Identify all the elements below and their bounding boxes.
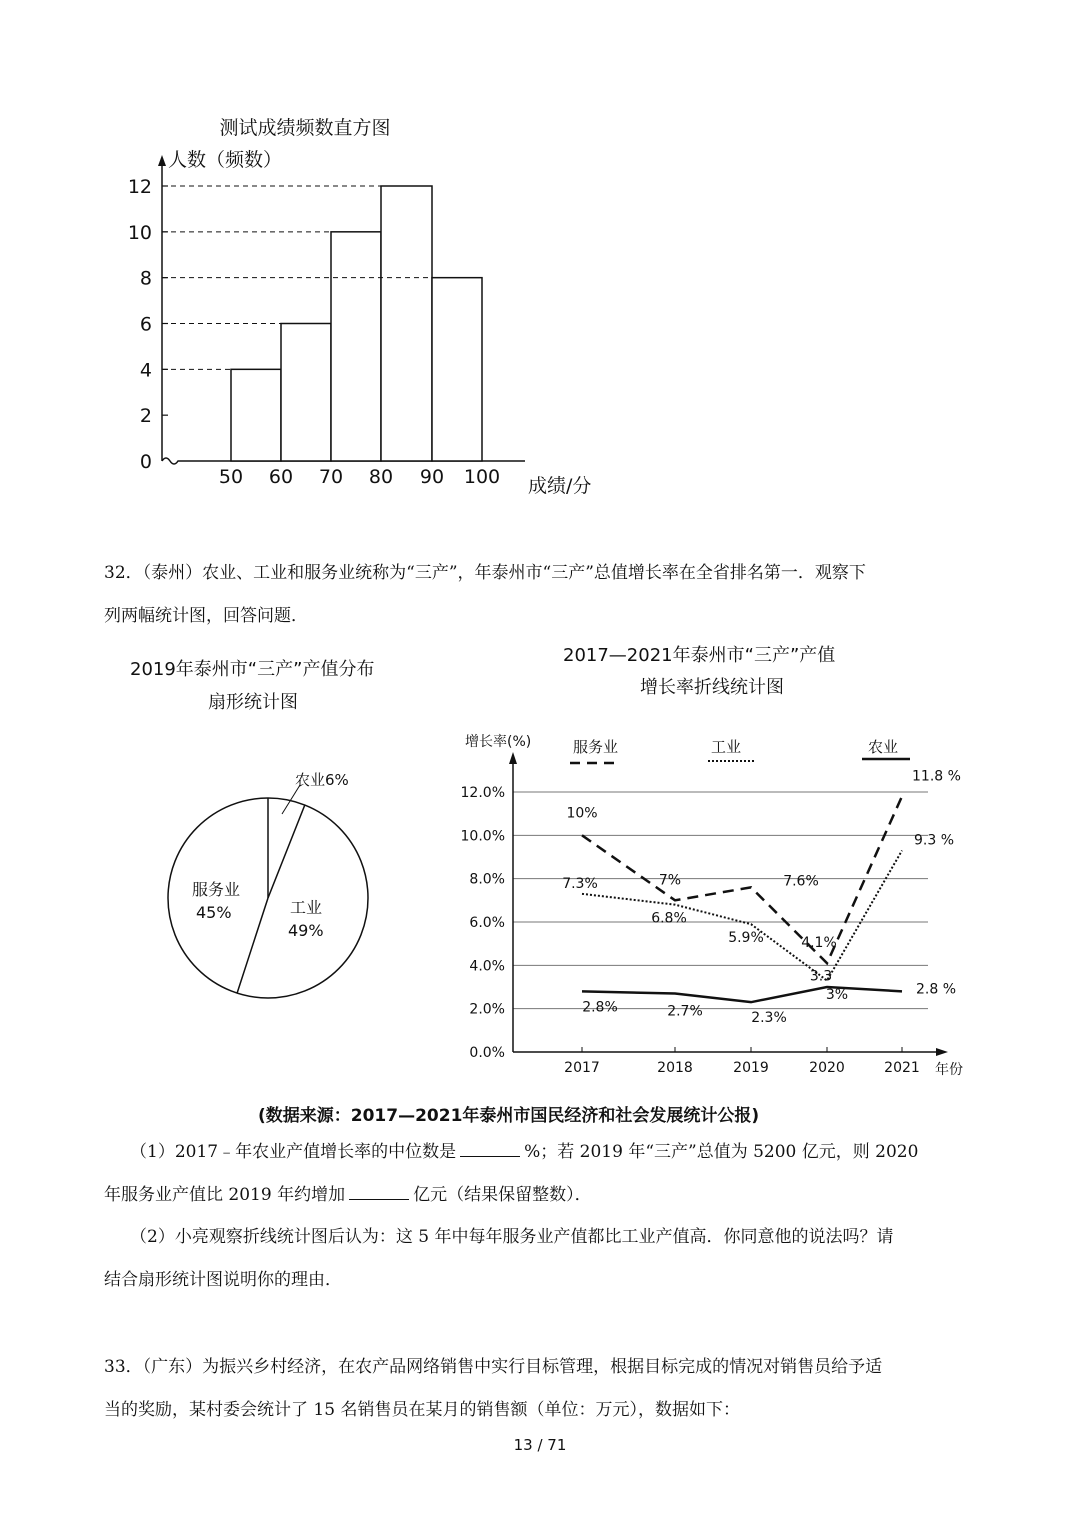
q32-sub1-d: 亿元（结果保留整数）．: [413, 1185, 592, 1205]
linechart-ylabel: 增长率(%): [465, 734, 532, 750]
linechart-data-label-农业: 2.7%: [667, 1003, 703, 1020]
linechart-data-label-服务业: 7.6%: [783, 873, 819, 890]
linechart-data-label-农业: 2.8%: [582, 999, 618, 1016]
histogram-y-arrow: [158, 155, 166, 166]
linechart-x-tick-label: 2021: [884, 1060, 920, 1076]
legend-industry-label: 工业: [711, 738, 742, 756]
linechart-x-arrow: [936, 1048, 948, 1056]
linechart-data-label-工业: 5.9%: [728, 930, 764, 947]
linechart-y-tick-label: 4.0%: [469, 958, 505, 975]
linechart-x-tick-label: 2017: [564, 1060, 600, 1076]
linechart-data-label-服务业: 7%: [658, 872, 682, 889]
histogram-ylabel: 人数（频数）: [168, 149, 283, 171]
histogram-y-tick-label: 10: [127, 221, 152, 244]
linechart-y-tick-label: 0.0%: [469, 1045, 505, 1061]
histogram-x-tick-label: 80: [368, 466, 394, 488]
linechart-data-label-工业: 6.8%: [651, 910, 687, 927]
linechart-title-line1: 2017—2021年泰州市“三产”产值: [563, 645, 836, 666]
q32-sub1-line2: [104, 1183, 592, 1206]
histogram-y-tick-label: 2: [139, 405, 152, 428]
linechart-data-label-工业: 3.3: [809, 968, 833, 985]
q33-line1: 33．（广东）为振兴乡村经济，在农产品网络销售中实行目标管理，根据目标完成的情况对销售员给予适: [104, 1357, 883, 1377]
q33-line2: 当的奖励，某村委会统计了 15 名销售员在某月的销售额（单位：万元），数据如下：: [104, 1400, 740, 1420]
linechart-y-tick-label: 10.0%: [460, 828, 505, 845]
linechart-y-arrow: [509, 752, 517, 764]
q32-sub1-line1: [130, 1140, 918, 1163]
q32-sub1-b: %；若 2019 年“三产”总值为 5200 亿元，则 2020: [524, 1142, 919, 1162]
histogram-chart: [0, 0, 1080, 520]
histogram-bar: [281, 324, 331, 462]
histogram-bar: [331, 232, 381, 461]
linechart-data-label-服务业: 11.8 %: [912, 768, 961, 785]
linechart-data-label-农业: 2.3%: [751, 1010, 787, 1027]
histogram-y-tick-label: 8: [139, 267, 152, 290]
q32-sub1-c: 年服务业产值比 2019 年约增加: [104, 1185, 346, 1205]
linechart-y-tick-label: 6.0%: [469, 915, 505, 931]
histogram-x-tick-label: 100: [463, 466, 501, 488]
histogram-x-tick-label: 50: [218, 466, 244, 488]
linechart-x-tick-label: 2018: [657, 1060, 693, 1076]
linechart-data-label-农业: 3%: [825, 987, 849, 1003]
histogram-x-tick-label: 70: [318, 466, 344, 488]
histogram-bar: [231, 369, 281, 461]
linechart-xlabel: 年份: [935, 1062, 963, 1078]
pie-chart: [150, 760, 410, 1020]
histogram-bar: [432, 278, 482, 461]
linechart-data-label-服务业: 10%: [566, 805, 598, 822]
page-number: 13 / 71: [513, 1436, 567, 1454]
histogram-y-tick-label: 0: [139, 451, 152, 473]
pie-label-service-value: 45%: [196, 903, 232, 922]
linechart-y-tick-label: 8.0%: [469, 871, 505, 888]
source-note: (数据来源：2017—2021年泰州市国民经济和社会发展统计公报): [258, 1106, 760, 1126]
q32-sub1-a: （1）2017﹣年农业产值增长率的中位数是: [130, 1142, 457, 1162]
line-chart: [440, 720, 1000, 1090]
histogram-xlabel: 成绩/分: [528, 475, 592, 497]
histogram-y-tick-label: 12: [127, 176, 152, 198]
pie-label-industry-value: 49%: [288, 921, 324, 940]
answer-blank-2[interactable]: [349, 1183, 409, 1200]
q32-sub2-line2: 结合扇形统计图说明你的理由．: [104, 1270, 342, 1290]
linechart-data-label-工业: 7.3%: [562, 875, 598, 892]
histogram-x-tick-label: 90: [419, 466, 445, 488]
pie-title-line1: 2019年泰州市“三产”产值分布: [130, 659, 375, 680]
legend-service-label: 服务业: [573, 738, 619, 756]
linechart-y-tick-label: 12.0%: [460, 785, 505, 801]
q32-sub2-line1: （2）小亮观察折线统计图后认为：这 5 年中每年服务业产值都比工业产值高．你同意他的说法吗？请: [130, 1227, 894, 1247]
histogram-y-tick-label: 6: [139, 313, 152, 336]
pie-label-service-name: 服务业: [192, 880, 241, 899]
linechart-x-tick-label: 2020: [809, 1060, 845, 1076]
linechart-y-tick-label: 2.0%: [469, 1001, 505, 1018]
linechart-data-label-服务业: 4.1%: [801, 935, 837, 952]
linechart-data-label-工业: 9.3 %: [914, 832, 955, 849]
q32-line1: 32．（泰州）农业、工业和服务业统称为“三产”，年泰州市“三产”总值增长率在全省排名第一．观察下: [104, 563, 866, 583]
histogram-y-tick-label: 4: [139, 359, 152, 382]
legend-agriculture-label: 农业: [868, 738, 899, 756]
pie-label-industry-name: 工业: [290, 898, 323, 917]
pie-title-line2: 扇形统计图: [208, 692, 298, 713]
q32-line2: 列两幅统计图，回答问题．: [104, 606, 308, 626]
answer-blank-1[interactable]: [460, 1140, 520, 1157]
linechart-x-tick-label: 2019: [733, 1060, 769, 1076]
histogram-bar: [381, 186, 432, 461]
linechart-data-label-农业: 2.8 %: [916, 981, 957, 998]
linechart-title-line2: 增长率折线统计图: [640, 677, 784, 698]
histogram-title: 测试成绩频数直方图: [219, 117, 391, 139]
linechart-series-农业: [582, 987, 902, 1002]
pie-label-agriculture: 农业6%: [295, 771, 349, 789]
histogram-x-tick-label: 60: [268, 466, 294, 488]
